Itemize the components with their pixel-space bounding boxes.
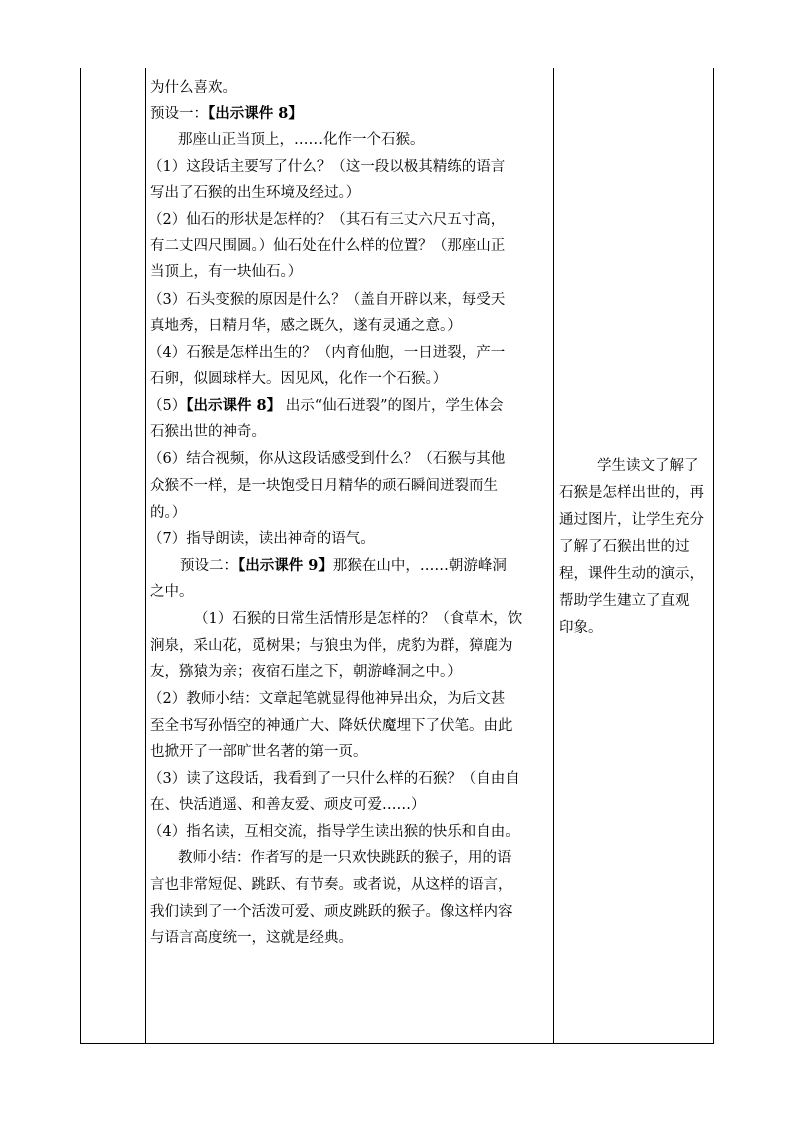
text-segment: （1）这段话主要写了什么？（这一段以极其精练的语言 xyxy=(148,159,506,175)
text-line xyxy=(150,928,353,948)
text-line xyxy=(148,769,520,789)
text-segment: 真地秀，日精月华，感之既久，遂有灵通之意。） xyxy=(150,318,462,334)
text-line xyxy=(194,609,522,629)
text-segment: （4）指名读，互相交流，指导学生读出猴的快乐和自由。 xyxy=(148,824,520,840)
text-line xyxy=(150,742,368,762)
design-intent-line: 石猴是怎样出世的，再 xyxy=(559,485,704,501)
text-segment: 那座山正当顶上，……化作一个石猴。 xyxy=(178,132,425,148)
table-border-bottom xyxy=(80,1043,714,1044)
text-segment: 至全书写孙悟空的神通广大、降妖伏魔埋下了伏笔。由此 xyxy=(150,718,513,734)
text-segment: 也掀开了一部旷世名著的第一页。 xyxy=(150,744,368,760)
text-segment: 石猴出世的神奇。 xyxy=(150,424,266,440)
text-line xyxy=(148,396,504,416)
text-line xyxy=(148,529,375,549)
text-segment: 预设二： xyxy=(180,558,238,574)
text-line xyxy=(180,556,507,576)
text-segment: 那猴在山中，……朝游峰洞 xyxy=(332,558,507,574)
text-segment: 为什么喜欢。 xyxy=(150,80,237,96)
text-line xyxy=(150,422,266,442)
text-segment: 写出了石猴的出生环境及经过。） xyxy=(150,185,361,201)
design-intent-line: 学生读文了解了 xyxy=(597,458,699,474)
text-segment: （1）石猴的日常生活情形是怎样的？（食草木，饮 xyxy=(194,611,523,627)
text-segment: 友，猕猿为亲；夜宿石崖之下，朝游峰洞之中。） xyxy=(150,664,462,680)
text-line xyxy=(148,290,505,310)
text-segment: （4）石猴是怎样出生的？（内育仙胞，一日迸裂，产一 xyxy=(148,345,506,361)
text-line xyxy=(150,503,186,523)
text-line xyxy=(148,157,505,177)
column-divider-1 xyxy=(145,68,146,1044)
design-intent-line: 通过图片，让学生充分 xyxy=(559,512,704,528)
text-line xyxy=(150,582,194,602)
text-segment: （2）仙石的形状是怎样的？（其石有三丈六尺五寸高， xyxy=(148,212,506,228)
text-line xyxy=(150,183,360,203)
text-segment: 当顶上，有一块仙石。） xyxy=(150,264,303,280)
text-line xyxy=(150,262,302,282)
table-border-right xyxy=(713,68,714,1044)
text-segment: 有二丈四尺围圆。）仙石处在什么样的位置？（那座山正 xyxy=(150,238,506,254)
text-segment: （3）石头变猴的原因是什么？（盖自开辟以来，每受天 xyxy=(148,292,506,308)
design-intent-line: 程，课件生动的演示， xyxy=(559,566,704,582)
text-line xyxy=(148,210,505,230)
text-line xyxy=(150,662,462,682)
text-segment: （2）教师小结：文章起笔就显得他神异出众，为后文甚 xyxy=(148,691,506,707)
text-line xyxy=(150,236,505,256)
text-segment: 预设一： xyxy=(150,106,208,122)
text-segment: 众猴不一样，是一块饱受日月精华的顽石瞬间迸裂而生 xyxy=(150,478,498,494)
text-line xyxy=(150,875,513,895)
courseware-marker: 【出示课件 8】 xyxy=(208,105,303,122)
courseware-marker: 【出示课件 9】 xyxy=(238,557,333,574)
text-line xyxy=(150,78,237,98)
text-segment: 石卵，似圆球样大。因见风，化作一个石猴。） xyxy=(150,371,448,387)
design-intent-line: 了解了石猴出世的过 xyxy=(559,539,690,555)
text-segment: 与语言高度统一，这就是经典。 xyxy=(150,930,353,946)
text-segment: 言也非常短促、跳跃、有节奏。或者说，从这样的语言， xyxy=(150,877,513,893)
text-line xyxy=(150,902,513,922)
text-line xyxy=(148,449,505,469)
courseware-marker: 【出示课件 8】 xyxy=(186,397,282,414)
text-segment: 我们读到了一个活泼可爱、顽皮跳跃的猴子。像这样内容 xyxy=(150,904,513,920)
text-line xyxy=(148,822,520,842)
text-segment: 教师小结：作者写的是一只欢快跳跃的猴子，用的语 xyxy=(178,850,512,866)
text-line xyxy=(150,636,513,656)
text-segment: （7）指导朗读，读出神奇的语气。 xyxy=(148,531,375,547)
text-segment: （6）结合视频，你从这段话感受到什么？（石猴与其他 xyxy=(148,451,506,467)
text-segment: （5） xyxy=(148,398,187,414)
text-line xyxy=(150,795,426,815)
text-line xyxy=(150,104,303,124)
design-intent-line: 印象。 xyxy=(559,620,603,636)
text-segment: 在、快活逍遥、和善友爱、顽皮可爱……） xyxy=(150,797,426,813)
text-line xyxy=(148,343,505,363)
text-line xyxy=(150,476,498,496)
lesson-table xyxy=(80,68,714,1044)
text-line xyxy=(148,689,505,709)
column-divider-2 xyxy=(553,68,554,1044)
design-intent-line: 帮助学生建立了直观 xyxy=(559,593,690,609)
text-segment: 出示“仙石迸裂”的图片，学生体会 xyxy=(281,398,504,414)
text-line xyxy=(150,369,447,389)
text-line xyxy=(150,716,513,736)
text-segment: 涧泉，采山花，觅树果；与狼虫为伴，虎豹为群，獐鹿为 xyxy=(150,638,513,654)
text-segment: 的。） xyxy=(150,505,187,521)
text-line xyxy=(178,848,512,868)
text-segment: （3）读了这段话，我看到了一只什么样的石猴？（自由自 xyxy=(148,771,520,787)
text-line xyxy=(150,316,462,336)
text-segment: 之中。 xyxy=(150,584,194,600)
table-border-left xyxy=(80,68,81,1044)
text-line xyxy=(178,130,425,150)
